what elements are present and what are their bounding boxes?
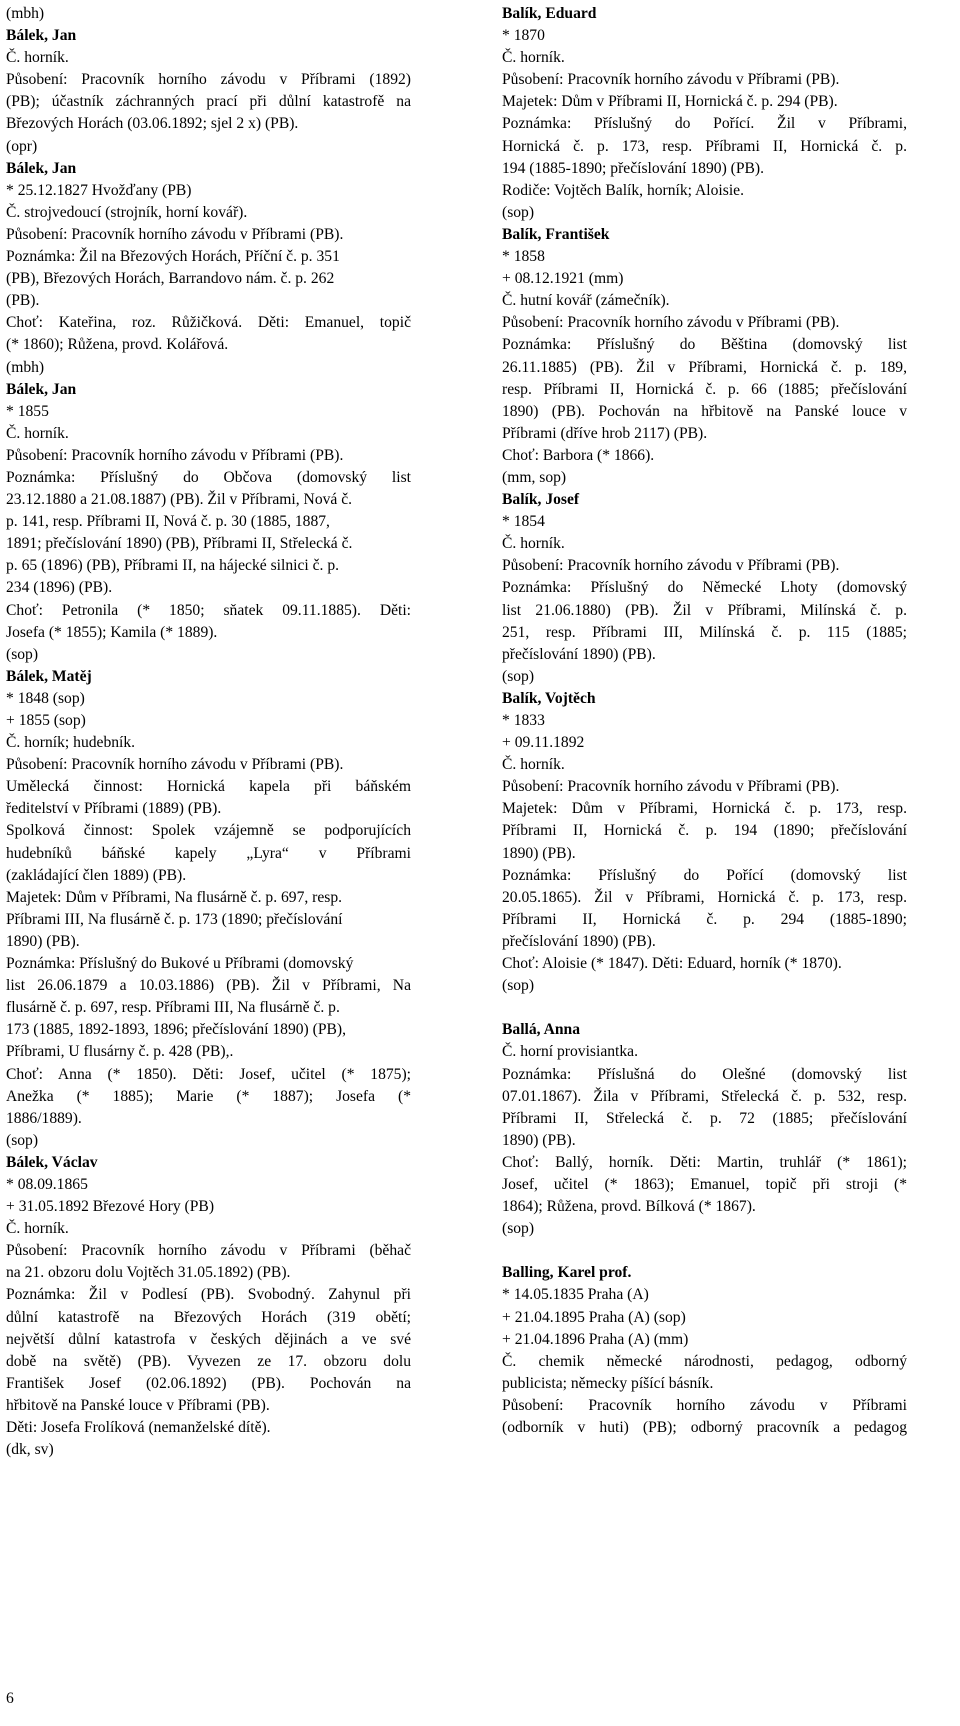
text-line: hudebníků báňské kapely „Lyra“ v Příbrami xyxy=(6,844,411,862)
text-line: * 1858 xyxy=(502,248,545,266)
text-line: Poznámka: Příslušný do Občova (domovský list xyxy=(6,468,411,486)
text-line: na 21. obzoru dolu Vojtěch 31.05.1892) (PB). xyxy=(6,1264,291,1282)
text-line: * 1848 (sop) xyxy=(6,689,85,707)
text-line: (PB), Březových Horách, Barrandovo nám. č. p. 262 xyxy=(6,270,335,288)
text-line: Působení: Pracovník horního závodu v Příbrami (PB). xyxy=(6,756,344,774)
text-line: (dk, sv) xyxy=(6,1441,54,1459)
text-line: 234 (1896) (PB). xyxy=(6,579,113,597)
text-line: (sop) xyxy=(502,1220,535,1238)
text-line: Poznámka: Příslušný do Běština (domovský list xyxy=(502,336,907,354)
text-line: + 21.04.1895 Praha (A) (sop) xyxy=(502,1308,686,1326)
text-line: Choť: Barbora (* 1866). xyxy=(502,446,655,464)
page-number: 6 xyxy=(6,1690,14,1707)
text-line: (PB). xyxy=(6,292,40,310)
text-line: Hornická č. p. 173, resp. Příbrami II, Hornická č. p. xyxy=(502,137,907,155)
text-line: Josef, učitel (* 1863); Emanuel, topič při stroji (* xyxy=(502,1175,907,1193)
text-line xyxy=(502,1240,907,1262)
text-line: + 08.12.1921 (mm) xyxy=(502,270,624,288)
text-line: Choť: Kateřina, roz. Růžičková. Děti: Emanuel, topič xyxy=(6,314,411,332)
text-line: (* 1860); Růžena, provd. Kolářová. xyxy=(6,336,229,354)
text-line: Č. horník; hudebník. xyxy=(6,734,136,752)
text-line: (sop) xyxy=(502,977,535,995)
text-line: 1890) (PB). xyxy=(502,1131,576,1149)
text-line: Poznámka: Příslušný do Německé Lhoty (domovský xyxy=(502,579,907,597)
text-line: Působení: Pracovník horního závodu v Příbrami (PB). xyxy=(502,314,840,332)
text-line: Poznámka: Příslušný do Pořící (domovský list xyxy=(502,866,907,884)
text-line: Působení: Pracovník horního závodu v Příbrami (PB). xyxy=(502,71,840,89)
text-line: Poznámka: Příslušná do Olešné (domovský list xyxy=(502,1065,907,1083)
text-line: 194 (1885-1890; přečíslování 1890) (PB). xyxy=(502,159,765,177)
text-line: František Josef (02.06.1892) (PB). Pochován na xyxy=(6,1374,411,1392)
entry-name: Ballá, Anna xyxy=(502,1021,580,1039)
text-line: + 1855 (sop) xyxy=(6,712,86,729)
text-line: ředitelství v Příbrami (1889) (PB). xyxy=(6,800,222,818)
text-line: Děti: Josefa Frolíková (nemanželské dítě). xyxy=(6,1419,271,1436)
text-line xyxy=(502,997,907,1019)
entry-name: Balík, Vojtěch xyxy=(502,689,596,707)
text-line: (sop) xyxy=(6,645,39,663)
text-line: Č. horník. xyxy=(502,49,565,67)
right-column xyxy=(502,3,907,1439)
text-line: 1890) (PB). xyxy=(6,932,80,950)
text-line: + 09.11.1892 xyxy=(502,734,585,752)
text-line: resp. Příbrami II, Hornická č. p. 66 (1885; přečíslování xyxy=(502,380,907,398)
text-line: 23.12.1880 a 21.08.1887) (PB). Žil v Příbrami, Nová č. xyxy=(6,491,353,509)
text-line: Choť: Anna (* 1850). Děti: Josef, učitel (* 1875); xyxy=(6,1065,411,1083)
text-line: důlní katastrofě na Březových Horách (319 obětí; xyxy=(6,1308,411,1326)
text-line: Působení: Pracovník horního závodu v Příbrami (PB). xyxy=(6,225,344,243)
text-line: Poznámka: Příslušný do Pořící. Žil v Příbrami, xyxy=(502,115,907,133)
text-line: Majetek: Dům v Příbrami II, Hornická č. p. 294 (PB). xyxy=(502,93,838,111)
text-line: Anežka (* 1885); Marie (* 1887); Josefa (* xyxy=(6,1087,411,1105)
text-line: Působení: Pracovník horního závodu v Příbrami (PB). xyxy=(502,557,840,575)
entry-name: Bálek, Jan xyxy=(6,380,77,398)
text-line: největší důlní katastrofa v českých dějinách a ve své xyxy=(6,1330,411,1348)
text-line: (mm, sop) xyxy=(502,468,567,486)
text-line: list 21.06.1880) (PB). Žil v Příbrami, Milínská č. p. xyxy=(502,601,907,619)
text-line: * 14.05.1835 Praha (A) xyxy=(502,1286,649,1304)
text-line: 26.11.1885) (PB). Žil v Příbrami, Hornická č. p. 189, xyxy=(502,358,907,376)
entry-name: Bálek, Jan xyxy=(6,27,77,45)
text-line: 173 (1885, 1892-1893, 1896; přečíslování 1890) (PB), xyxy=(6,1021,346,1039)
text-line: + 31.05.1892 Březové Hory (PB) xyxy=(6,1198,215,1216)
text-line: (opr) xyxy=(6,137,38,155)
text-line: Majetek: Dům v Příbrami, Na flusárně č. p. 697, resp. xyxy=(6,888,343,906)
entry-name: Balík, Josef xyxy=(502,491,580,509)
text-line: Č. horník. xyxy=(6,1220,69,1238)
text-line: Umělecká činnost: Hornická kapela při báňském xyxy=(6,778,411,796)
text-line: Choť: Petronila (* 1850; sňatek 09.11.1885). Děti: xyxy=(6,601,411,619)
text-line: hřbitově na Panské louce v Příbrami (PB). xyxy=(6,1396,270,1414)
text-line: (sop) xyxy=(6,1131,39,1149)
text-line: Příbrami (dříve hrob 2117) (PB). xyxy=(502,424,708,442)
text-line: 251, resp. Příbrami III, Milínská č. p. 115 (1885; xyxy=(502,623,907,641)
text-line: Josefa (* 1855); Kamila (* 1889). xyxy=(6,623,218,641)
text-line: Poznámka: Žil v Podlesí (PB). Svobodný. Zahynul při xyxy=(6,1286,411,1304)
text-line: Choť: Aloisie (* 1847). Děti: Eduard, horník (* 1870). xyxy=(502,955,842,973)
text-line: Č. horní provisiantka. xyxy=(502,1043,638,1061)
text-line: p. 141, resp. Příbrami II, Nová č. p. 30 (1885, 1887, xyxy=(6,513,330,531)
text-line: * 1870 xyxy=(502,27,545,45)
text-line: 1864); Růžena, provd. Bílková (* 1867). xyxy=(502,1198,756,1216)
text-line: Č. horník. xyxy=(6,49,69,67)
text-line: list 26.06.1879 a 10.03.1886) (PB). Žil v Příbrami, Na xyxy=(6,977,411,995)
text-line: Majetek: Dům v Příbrami, Hornická č. p. 173, resp. xyxy=(502,800,907,818)
text-line: * 1855 xyxy=(6,402,49,420)
text-line: 20.05.1865). Žil v Příbrami, Hornická č. p. 173, resp. xyxy=(502,888,907,906)
entry-name: Bálek, Matěj xyxy=(6,667,92,685)
text-line: Č. horník. xyxy=(6,424,69,442)
text-line: Příbrami II, Střelecká č. p. 72 (1885; přečíslování xyxy=(502,1109,907,1127)
text-line: Příbrami II, Hornická č. p. 294 (1885-1890; xyxy=(502,910,907,928)
text-line: (sop) xyxy=(502,203,535,221)
text-line: * 25.12.1827 Hvožďany (PB) xyxy=(6,181,192,199)
entry-name: Balling, Karel prof. xyxy=(502,1264,632,1282)
text-line: Č. horník. xyxy=(502,535,565,553)
text-line: * 1833 xyxy=(502,712,545,729)
entry-name: Bálek, Jan xyxy=(6,159,77,177)
text-line: 1886/1889). xyxy=(6,1109,82,1127)
text-line: (zakládající člen 1889) (PB). xyxy=(6,866,187,884)
text-line: Spolková činnost: Spolek vzájemně se podporujících xyxy=(6,822,411,840)
text-line: Příbrami, U flusárny č. p. 428 (PB),. xyxy=(6,1043,234,1061)
text-line: p. 65 (1896) (PB), Příbrami II, na hájecké silnici č. p. xyxy=(6,557,340,575)
text-line: 1890) (PB). xyxy=(502,844,576,862)
text-line: Působení: Pracovník horního závodu v Příbrami (1892) xyxy=(6,71,411,89)
text-line: Působení: Pracovník horního závodu v Příbrami xyxy=(502,1396,907,1414)
entry-name: Balík, Eduard xyxy=(502,5,597,22)
text-line: Působení: Pracovník horního závodu v Příbrami (běhač xyxy=(6,1242,411,1260)
text-line: Březových Horách (03.06.1892; sjel 2 x) (PB). xyxy=(6,115,299,133)
text-line: * 1854 xyxy=(502,513,545,531)
text-line: 07.01.1867). Žila v Příbrami, Střelecká č. p. 532, resp. xyxy=(502,1087,907,1105)
text-line: flusárně č. p. 697, resp. Příbrami III, Na flusárně č. p. xyxy=(6,999,340,1017)
text-line: Působení: Pracovník horního závodu v Příbrami (PB). xyxy=(502,778,840,796)
entry-name: Balík, František xyxy=(502,225,610,243)
text-line: Č. horník. xyxy=(502,756,565,774)
text-line: Č. chemik německé národnosti, pedagog, odborný xyxy=(502,1352,907,1370)
text-line: 1891; přečíslování 1890) (PB), Příbrami II, Střelecká č. xyxy=(6,535,353,553)
text-line: přečíslování 1890) (PB). xyxy=(502,932,656,950)
text-line: publicista; německy píšící básník. xyxy=(502,1374,714,1392)
text-line: přečíslování 1890) (PB). xyxy=(502,645,656,663)
text-line: Rodiče: Vojtěch Balík, horník; Aloisie. xyxy=(502,181,744,199)
text-line: Poznámka: Příslušný do Bukové u Příbrami (domovský xyxy=(6,955,354,973)
text-line: + 21.04.1896 Praha (A) (mm) xyxy=(502,1330,689,1348)
entry-name: Bálek, Václav xyxy=(6,1153,98,1171)
text-line: Příbrami III, Na flusárně č. p. 173 (1890; přečíslování xyxy=(6,910,343,928)
text-line: (odborník v huti) (PB); odborný pracovník a pedagog xyxy=(502,1419,907,1436)
text-line: * 08.09.1865 xyxy=(6,1175,88,1193)
text-line: Působení: Pracovník horního závodu v Příbrami (PB). xyxy=(6,446,344,464)
text-line: (PB); účastník záchranných prací při důlní katastrofě na xyxy=(6,93,411,111)
text-line: Příbrami II, Hornická č. p. 194 (1890; přečíslování xyxy=(502,822,907,840)
text-line: Poznámka: Žil na Březových Horách, Příční č. p. 351 xyxy=(6,248,340,266)
text-line: Č. strojvedoucí (strojník, horní kovář). xyxy=(6,203,248,221)
text-line: Č. hutní kovář (zámečník). xyxy=(502,292,670,310)
left-column xyxy=(6,3,411,1461)
text-line: Choť: Ballý, horník. Děti: Martin, truhlář (* 1861); xyxy=(502,1153,907,1171)
text-line: (mbh) xyxy=(6,5,45,22)
text-line: (sop) xyxy=(502,667,535,685)
text-line: době na světě) (PB). Vyvezen ze 17. obzoru dolu xyxy=(6,1352,411,1370)
text-line: (mbh) xyxy=(6,358,45,376)
text-line: 1890) (PB). Pochován na hřbitově na Panské louce v xyxy=(502,402,907,420)
